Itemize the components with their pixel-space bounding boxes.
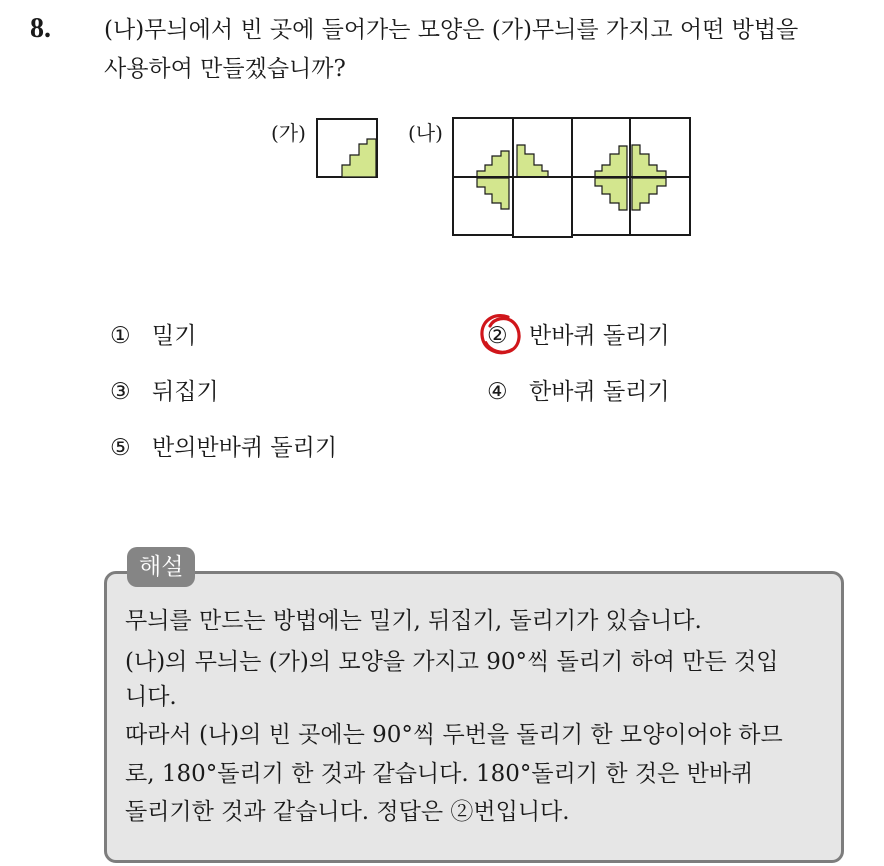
explanation-tag: 해설 xyxy=(127,547,195,587)
explanation-line-5: 로, 180°돌리기 한 것과 같습니다. 180°돌리기 한 것은 반바퀴 xyxy=(125,761,754,787)
choice-label: 반의반바퀴 돌리기 xyxy=(152,435,338,461)
choice-4[interactable] xyxy=(487,376,670,408)
choice-5[interactable] xyxy=(110,432,337,464)
choice-number: ③ xyxy=(110,379,131,405)
question-number: 8. xyxy=(30,13,51,44)
choice-number: ⑤ xyxy=(110,435,131,461)
choice-number: ① xyxy=(110,323,131,349)
pattern-figure-na xyxy=(452,117,692,238)
figure-label-ga: (가) xyxy=(271,121,306,145)
question-text-line-2: 사용하여 만들겠습니까? xyxy=(104,56,346,82)
choice-label: 뒤집기 xyxy=(152,379,219,405)
choice-3[interactable] xyxy=(110,376,219,408)
choice-number: ② xyxy=(487,323,508,349)
explanation-line-6: 돌리기한 것과 같습니다. 정답은 ②번입니다. xyxy=(125,799,570,825)
explanation-line-1: 무늬를 만드는 방법에는 밀기, 뒤집기, 돌리기가 있습니다. xyxy=(125,608,702,634)
figure-label-na: (나) xyxy=(408,121,443,145)
question-text-line-1: (나)무늬에서 빈 곳에 들어가는 모양은 (가)무늬를 가지고 어떤 방법을 xyxy=(104,17,799,43)
explanation-line-4: 따라서 (나)의 빈 곳에는 90°씩 두번을 돌리기 한 모양이어야 하므 xyxy=(125,722,783,748)
choice-label: 한바퀴 돌리기 xyxy=(529,379,670,405)
choice-1[interactable] xyxy=(110,320,196,352)
tile-figure-ga xyxy=(316,118,380,180)
choice-number: ④ xyxy=(487,379,508,405)
pattern-empty-cell xyxy=(513,177,572,237)
answer-circle-mark xyxy=(478,312,524,358)
choice-label: 밀기 xyxy=(152,323,197,349)
explanation-line-3: 니다. xyxy=(125,684,177,710)
choice-label: 반바퀴 돌리기 xyxy=(529,323,670,349)
explanation-line-2: (나)의 무늬는 (가)의 모양을 가지고 90°씩 돌리기 하여 만든 것입 xyxy=(125,649,779,675)
